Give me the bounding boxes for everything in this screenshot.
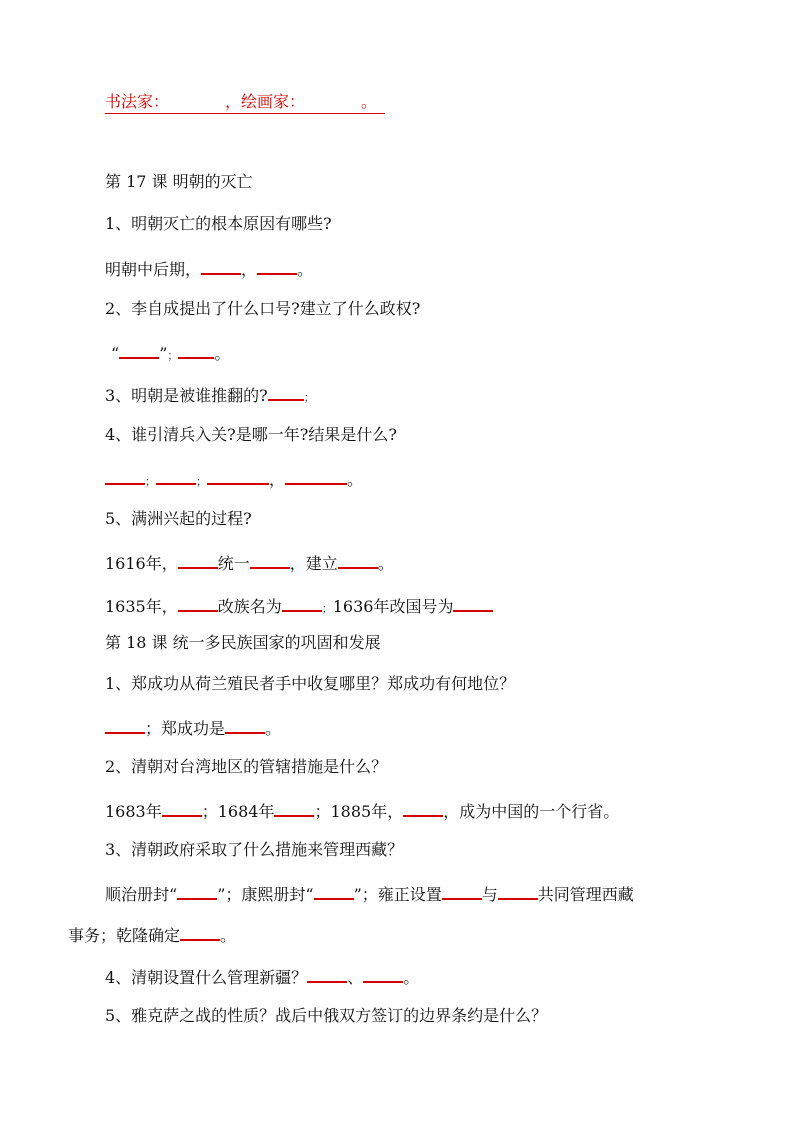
calligrapher-painter-text [105, 92, 385, 114]
lesson18-question-4: 4、清朝设置什么管理新疆？ 、 。 [105, 965, 419, 987]
lesson18-question-5: 5、雅克萨之战的性质？战后中俄双方签订的边界条约是什么？ [105, 1006, 548, 1025]
calligrapher-painter-line [105, 92, 385, 114]
answer-blank[interactable] [257, 257, 297, 275]
lesson18-answer-2: 1683年 ；1684年 ；1885年， ，成为中国的一个行省。 [105, 799, 619, 821]
answer-blank[interactable] [119, 341, 159, 359]
answer-blank[interactable] [314, 882, 354, 900]
lesson17-answer-4: ； ； ， 。 [105, 467, 363, 489]
answer-blank[interactable] [201, 257, 241, 275]
calligrapher-line-end: 。 [361, 92, 378, 111]
answer-blank[interactable] [207, 467, 269, 485]
answer-blank[interactable] [225, 716, 265, 734]
answer-blank[interactable] [403, 799, 443, 817]
lesson18-answer-1: ；郑成功是 。 [105, 716, 281, 738]
answer-blank[interactable] [498, 882, 538, 900]
lesson17-question-2: 2、李自成提出了什么口号?建立了什么政权? [105, 299, 421, 318]
answer-blank[interactable] [285, 467, 347, 485]
answer-blank[interactable] [453, 594, 493, 612]
lesson17-answer-1: 明朝中后期， ， 。 [105, 257, 313, 279]
answer-blank[interactable] [178, 594, 218, 612]
answer-blank[interactable] [274, 799, 314, 817]
answer-blank[interactable] [338, 551, 378, 569]
lesson18-question-2: 2、清朝对台湾地区的管辖措施是什么？ [105, 757, 388, 776]
answer-blank[interactable] [178, 341, 214, 359]
answer-blank[interactable] [156, 467, 196, 485]
answer-blank[interactable] [105, 716, 145, 734]
answer-blank[interactable] [180, 923, 220, 941]
answer-blank[interactable] [282, 594, 322, 612]
lesson17-answer-5b: 1635年， 改族名为 ；1636年改国号为 [105, 594, 493, 616]
answer-blank[interactable] [178, 551, 218, 569]
lesson17-question-1: 1、明朝灭亡的根本原因有哪些? [105, 214, 332, 233]
answer-blank[interactable] [177, 882, 217, 900]
lesson17-answer-5a: 1616年， 统一 ，建立 。 [105, 551, 394, 573]
answer-blank[interactable] [162, 799, 202, 817]
calligrapher-label: 书法家： [105, 92, 170, 111]
answer-blank[interactable] [105, 467, 145, 485]
lesson17-answer-2: “ ”； 。 [111, 341, 230, 363]
answer-blank[interactable] [250, 551, 290, 569]
lesson17-question-5: 5、满洲兴起的过程? [105, 509, 252, 528]
lesson18-answer-3a: 顺治册封“ ”；康熙册封“ ”；雍正设置 与 共同管理西藏 [105, 882, 634, 904]
lesson17-question-4: 4、谁引清兵入关?是哪一年?结果是什么? [105, 425, 397, 444]
lesson18-title: 第 18 课 统一多民族国家的巩固和发展 [105, 633, 381, 652]
lesson18-answer-3b: 事务；乾隆确定 。 [68, 923, 236, 945]
lesson17-question-3: 3、明朝是被谁推翻的? ； [105, 383, 315, 405]
answer-blank[interactable] [268, 383, 304, 401]
painter-label: ，绘画家： [225, 92, 306, 111]
answer-blank[interactable] [442, 882, 482, 900]
lesson18-question-3: 3、清朝政府采取了什么措施来管理西藏？ [105, 840, 404, 859]
answer-blank[interactable] [363, 965, 403, 983]
lesson17-title: 第 17 课 明朝的灭亡 [105, 172, 253, 191]
answer-blank[interactable] [307, 965, 347, 983]
lesson18-question-1: 1、郑成功从荷兰殖民者手中收复哪里？郑成功有何地位？ [105, 674, 516, 693]
